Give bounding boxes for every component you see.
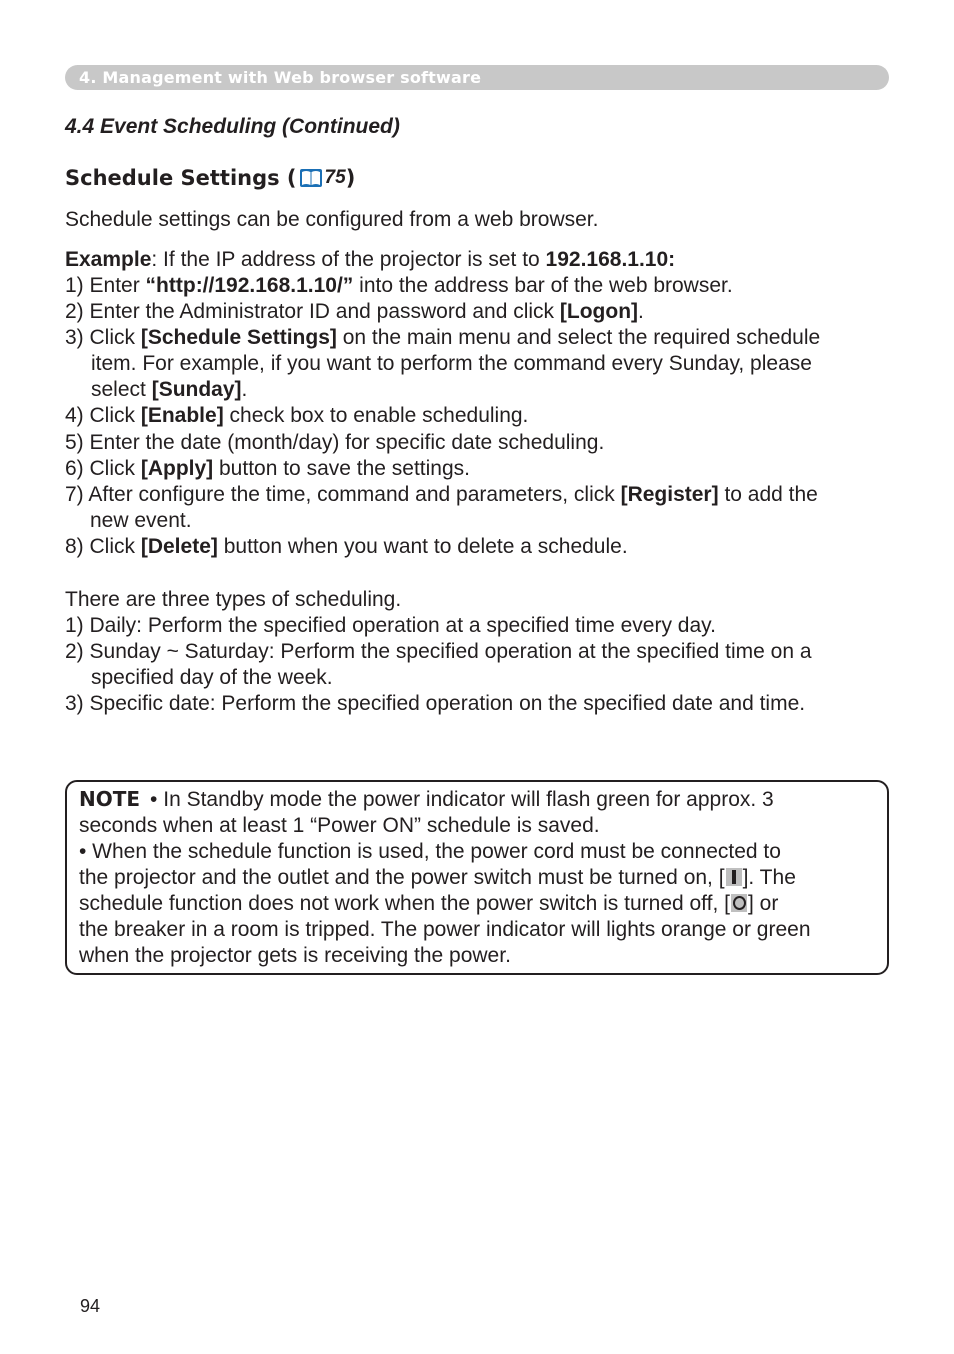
note-text: ]. The — [742, 866, 796, 889]
note-text: • In Standby mode the power indicator will flash green for approx. 3 — [150, 788, 774, 811]
step-text: on the main menu and select the required schedule — [336, 326, 821, 349]
step-text: button when you want to delete a schedule. — [217, 535, 628, 558]
type-specific-date: 3) Specific date: Perform the specified operation on the specified date and time. — [65, 692, 806, 715]
step-5: 5) Enter the date (month/day) for specific date scheduling. — [65, 431, 605, 454]
section-title: 4.4 Event Scheduling (Continued) — [65, 115, 400, 138]
step-text: . — [241, 378, 248, 401]
note-line: seconds when at least 1 “Power ON” schedule is saved. — [79, 814, 600, 837]
step-3-cont — [91, 377, 247, 403]
heading-text-end: ) — [345, 166, 356, 190]
book-reference-icon — [299, 167, 323, 189]
note-text: ] or — [747, 892, 779, 915]
step-text: 3) Click — [65, 326, 141, 349]
types-intro: There are three types of scheduling. — [65, 588, 402, 611]
step-keyword: [Delete] — [140, 535, 218, 558]
note-label: NOTE — [79, 787, 141, 811]
page-number: 94 — [80, 1296, 101, 1316]
chapter-title: 4. Management with Web browser software — [79, 68, 482, 87]
schedule-settings-heading — [65, 166, 355, 190]
note-line: • When the schedule function is used, the power cord must be connected to — [79, 840, 781, 863]
type-daily: 1) Daily: Perform the specified operation at a specified time every day. — [65, 614, 716, 637]
step-3-cont: item. For example, if you want to perform the command every Sunday, please — [91, 352, 812, 375]
step-keyword: [Schedule Settings] — [140, 326, 337, 349]
step-text: to add the — [718, 483, 818, 506]
example-ip: 192.168.1.10: — [545, 248, 676, 271]
step-keyword: [Sunday] — [151, 378, 242, 401]
step-keyword: [Logon] — [559, 300, 639, 323]
type-weekday-cont: specified day of the week. — [91, 666, 333, 689]
note-line: the breaker in a room is tripped. The power indicator will lights orange or green — [79, 918, 811, 941]
step-text: select — [91, 378, 152, 401]
step-1 — [65, 273, 733, 299]
step-text: 4) Click — [65, 404, 141, 427]
step-keyword: [Apply] — [140, 457, 214, 480]
note-text: the projector and the outlet and the power switch must be turned on, [ — [79, 866, 725, 889]
example-line — [65, 247, 675, 273]
step-text: button to save the settings. — [213, 457, 471, 480]
step-text: . — [638, 300, 644, 323]
power-on-symbol-icon — [726, 868, 742, 886]
step-text: 8) Click — [65, 535, 141, 558]
example-text: : If the IP address of the projector is set to — [151, 248, 546, 271]
step-keyword: [Enable] — [140, 404, 224, 427]
step-text: 1) Enter — [65, 274, 146, 297]
power-off-symbol-icon — [731, 894, 747, 912]
note-line — [79, 891, 778, 917]
step-8 — [65, 534, 628, 560]
note-box — [65, 780, 889, 975]
page-reference-link[interactable]: 75 — [324, 167, 346, 188]
step-text: check box to enable scheduling. — [223, 404, 529, 427]
type-weekday: 2) Sunday ~ Saturday: Perform the specified operation at the specified time on a — [65, 640, 812, 663]
step-text: into the address bar of the web browser. — [353, 274, 733, 297]
note-text: schedule function does not work when the power switch is turned off, [ — [79, 892, 730, 915]
chapter-header-bar — [65, 65, 889, 90]
note-line: when the projector gets is receiving the power. — [79, 944, 511, 967]
intro-text: Schedule settings can be configured from a web browser. — [65, 208, 599, 231]
step-text: 6) Click — [65, 457, 141, 480]
note-line — [79, 865, 796, 891]
step-text: 7) After configure the time, command and parameters, click — [65, 483, 621, 506]
step-6 — [65, 456, 470, 482]
heading-text: Schedule Settings ( — [65, 166, 297, 190]
step-text: 2) Enter the Administrator ID and password and click — [65, 300, 560, 323]
step-7-cont: new event. — [90, 509, 192, 532]
example-label: Example — [65, 248, 152, 271]
step-4 — [65, 403, 528, 429]
step-2 — [65, 299, 644, 325]
step-7 — [65, 482, 818, 508]
step-3 — [65, 325, 820, 351]
note-line — [79, 786, 774, 813]
step-keyword: [Register] — [620, 483, 719, 506]
step-url: “http://192.168.1.10/” — [145, 274, 354, 297]
